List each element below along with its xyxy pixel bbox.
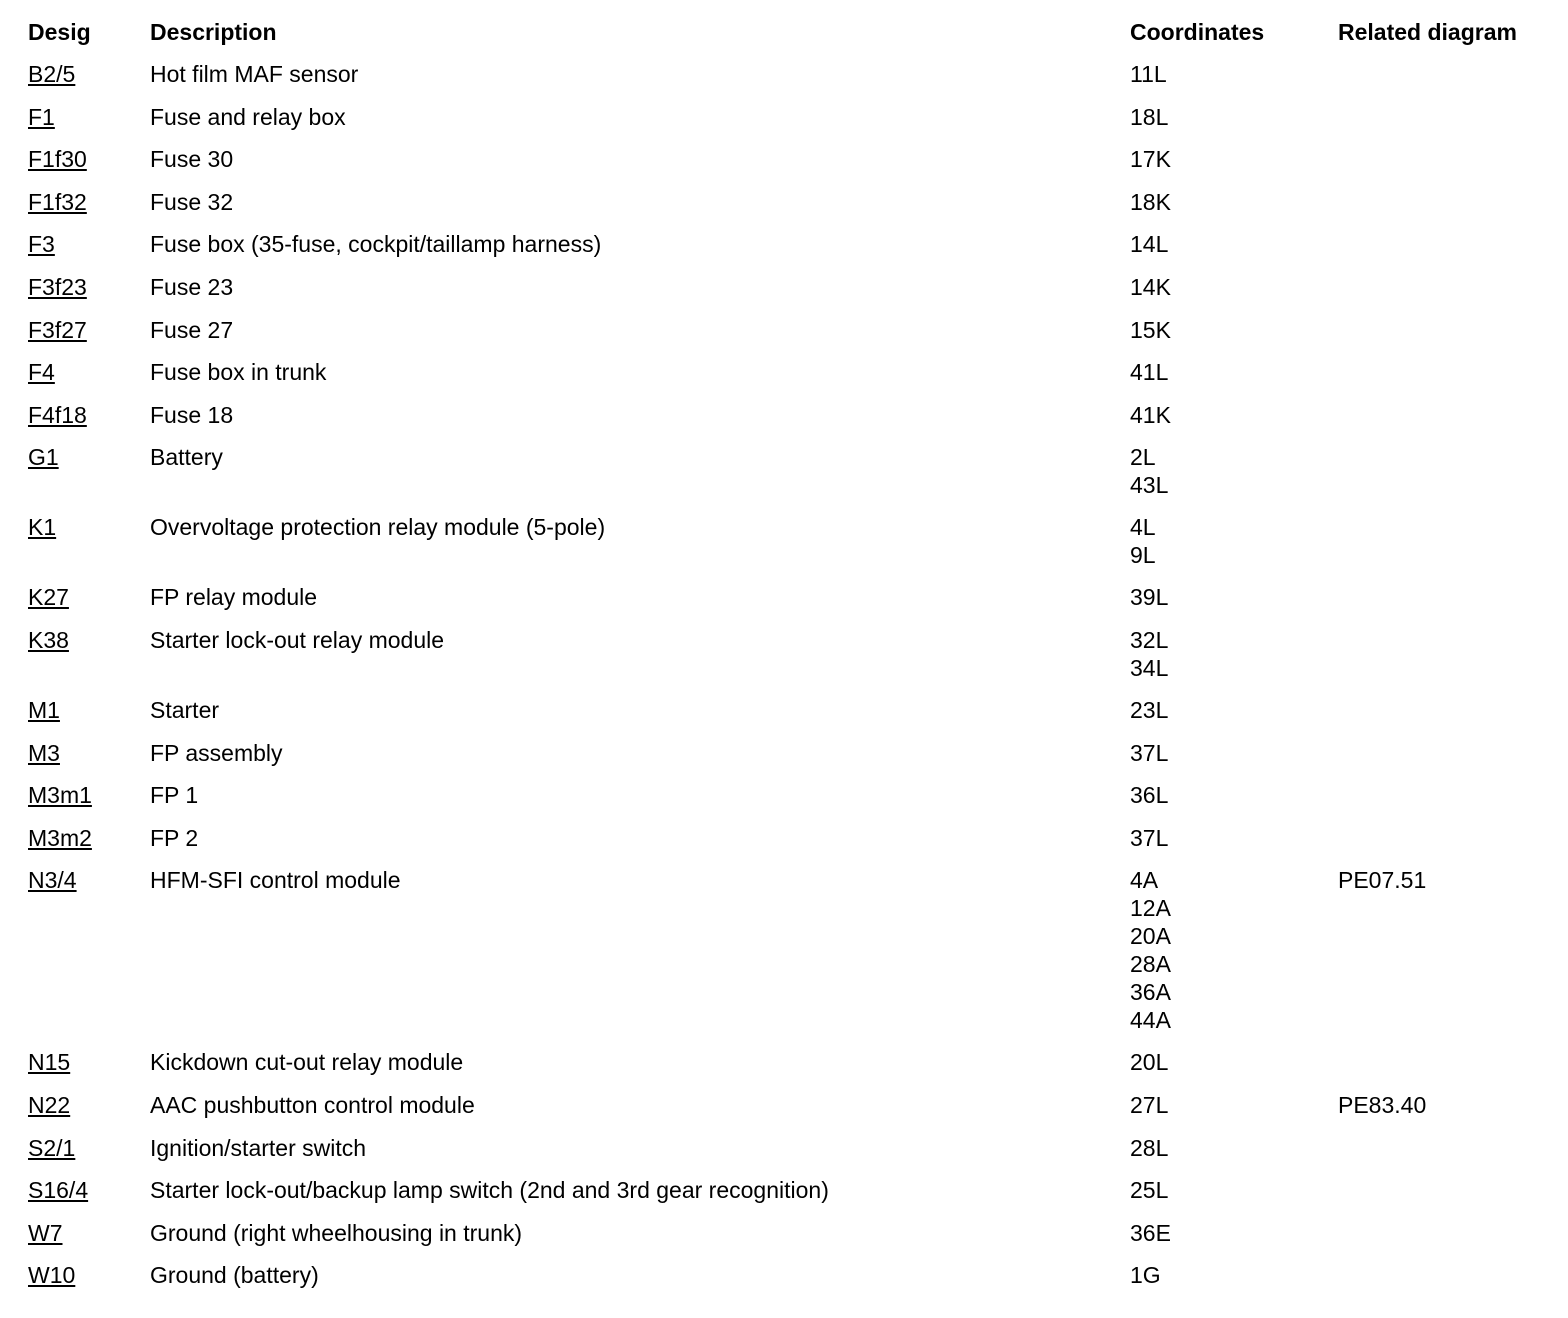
table-row [28, 1091, 1548, 1134]
coordinates-cell [1130, 1091, 1338, 1119]
description-cell: Fuse box in trunk [150, 359, 327, 386]
desig-link[interactable]: G1 [28, 444, 59, 471]
coordinate-value: 23L [1130, 696, 1169, 723]
desig-cell [28, 316, 150, 344]
coordinates-cell [1130, 696, 1338, 724]
desig-link[interactable]: W10 [28, 1262, 76, 1289]
coordinates-cell [1130, 781, 1338, 809]
table-row [28, 513, 1548, 583]
desig-link[interactable]: K1 [28, 514, 57, 541]
related-diagram-cell: PE83.40 [1338, 1091, 1427, 1118]
table-row [28, 583, 1548, 626]
table-body [28, 60, 1548, 1304]
desig-link[interactable]: F1f32 [28, 188, 87, 215]
table-row [28, 824, 1548, 867]
desig-link[interactable]: F1f30 [28, 146, 87, 173]
coordinates-cell [1130, 230, 1338, 258]
description-cell: Ground (right wheelhousing in trunk) [150, 1219, 523, 1246]
desig-link[interactable]: S16/4 [28, 1177, 89, 1204]
coordinate-value: 11L [1130, 61, 1167, 87]
desig-cell [28, 1048, 150, 1076]
desig-link[interactable]: N22 [28, 1091, 71, 1118]
description-cell: Overvoltage protection relay module (5-pole) [150, 514, 606, 541]
coordinate-value: 14L [1130, 231, 1169, 258]
coordinate-value: 1G [1130, 1262, 1161, 1289]
coordinates-cell [1130, 1134, 1338, 1162]
coordinate-value: 28L [1130, 1134, 1169, 1161]
description-cell: Fuse box (35-fuse, cockpit/taillamp harness) [150, 231, 602, 258]
coordinate-value: 44A [1130, 1007, 1171, 1034]
desig-link[interactable]: F3f27 [28, 316, 87, 343]
description-cell: AAC pushbutton control module [150, 1091, 475, 1118]
desig-cell [28, 1134, 150, 1162]
coordinates-cell [1130, 60, 1338, 88]
table-row [28, 443, 1548, 513]
header-related-diagram: Related diagram [1338, 19, 1517, 45]
table-row [28, 1048, 1548, 1091]
desig-cell [28, 626, 150, 654]
desig-link[interactable]: F3f23 [28, 273, 87, 300]
table-row [28, 1176, 1548, 1219]
desig-link[interactable]: W7 [28, 1219, 63, 1246]
description-cell: Fuse and relay box [150, 103, 346, 130]
desig-cell [28, 513, 150, 541]
coordinates-cell [1130, 824, 1338, 852]
description-cell: HFM-SFI control module [150, 867, 401, 894]
coordinate-value: 2L [1130, 444, 1156, 471]
desig-cell [28, 60, 150, 88]
coordinate-value: 15K [1130, 316, 1171, 343]
coordinates-cell [1130, 1048, 1338, 1076]
coordinates-cell [1130, 866, 1338, 1034]
coordinates-cell [1130, 626, 1338, 682]
desig-cell [28, 1176, 150, 1204]
coordinate-value: 27L [1130, 1091, 1169, 1118]
desig-cell [28, 443, 150, 471]
table-row [28, 739, 1548, 782]
description-cell: FP 1 [150, 782, 199, 809]
coordinate-value: 32L [1130, 626, 1169, 653]
table-row [28, 401, 1548, 444]
desig-cell [28, 583, 150, 611]
desig-link[interactable]: N3/4 [28, 867, 77, 894]
coordinates-cell [1130, 358, 1338, 386]
table-row [28, 188, 1548, 231]
description-cell: Kickdown cut-out relay module [150, 1049, 464, 1076]
table-row [28, 103, 1548, 146]
coordinates-cell [1130, 583, 1338, 611]
desig-cell [28, 358, 150, 386]
table-row [28, 781, 1548, 824]
table-row [28, 1261, 1548, 1304]
table-row [28, 145, 1548, 188]
coordinate-value: 4L [1130, 514, 1156, 541]
coordinate-value: 17K [1130, 146, 1171, 173]
coordinate-value: 20L [1130, 1049, 1169, 1076]
description-cell: Hot film MAF sensor [150, 61, 359, 87]
desig-cell [28, 230, 150, 258]
coordinate-value: 36L [1130, 782, 1169, 809]
coordinates-cell [1130, 188, 1338, 216]
coordinates-cell [1130, 1219, 1338, 1247]
coordinate-value: 14K [1130, 273, 1171, 300]
coordinate-value: 28A [1130, 951, 1171, 978]
desig-link[interactable]: B2/5 [28, 61, 76, 87]
description-cell: Fuse 18 [150, 401, 234, 428]
coordinate-value: 20A [1130, 923, 1171, 950]
coordinate-value: 18K [1130, 188, 1171, 215]
coordinates-cell [1130, 1261, 1338, 1289]
desig-cell [28, 739, 150, 767]
description-cell: Ignition/starter switch [150, 1134, 367, 1161]
coordinate-value: 25L [1130, 1177, 1169, 1204]
table-row [28, 273, 1548, 316]
desig-link[interactable]: N15 [28, 1049, 71, 1076]
description-cell: Starter lock-out/backup lamp switch (2nd and 3rd gear recognition) [150, 1177, 829, 1204]
coordinates-cell [1130, 1176, 1338, 1204]
coordinates-cell [1130, 145, 1338, 173]
desig-cell [28, 1219, 150, 1247]
coordinates-cell [1130, 103, 1338, 131]
table-row [28, 316, 1548, 359]
desig-link[interactable]: M3m1 [28, 782, 92, 809]
description-cell: Starter lock-out relay module [150, 626, 445, 653]
description-cell: Fuse 30 [150, 146, 234, 173]
coordinate-value: 36E [1130, 1219, 1171, 1246]
description-cell: Ground (battery) [150, 1262, 319, 1289]
description-cell: Fuse 23 [150, 273, 234, 300]
coordinate-value: 43L [1130, 472, 1169, 499]
coordinate-value: 37L [1130, 824, 1169, 851]
table-header-row [28, 18, 1548, 60]
component-legend-table [28, 18, 1548, 1304]
table-row [28, 866, 1548, 1048]
coordinate-value: 12A [1130, 895, 1171, 922]
desig-link[interactable]: M1 [28, 696, 60, 723]
table-row [28, 626, 1548, 696]
table-row [28, 60, 1548, 103]
desig-link[interactable]: K38 [28, 626, 69, 653]
description-cell: Battery [150, 444, 223, 471]
related-diagram-cell: PE07.51 [1338, 867, 1427, 894]
desig-cell [28, 103, 150, 131]
coordinate-value: 39L [1130, 584, 1169, 611]
coordinate-value: 9L [1130, 542, 1156, 569]
coordinates-cell [1130, 739, 1338, 767]
desig-cell [28, 696, 150, 724]
table-row [28, 230, 1548, 273]
desig-link[interactable]: M3m2 [28, 824, 92, 851]
coordinate-value: 41K [1130, 401, 1171, 428]
desig-cell [28, 1091, 150, 1119]
coordinate-value: 4A [1130, 867, 1159, 894]
desig-cell [28, 188, 150, 216]
description-cell: Fuse 32 [150, 188, 234, 215]
coordinates-cell [1130, 443, 1338, 499]
desig-cell [28, 866, 150, 894]
desig-link[interactable]: F1 [28, 103, 55, 130]
coordinate-value: 37L [1130, 739, 1169, 766]
table-row [28, 1219, 1548, 1262]
description-cell: Fuse 27 [150, 316, 234, 343]
table-row [28, 358, 1548, 401]
desig-link[interactable]: K27 [28, 584, 69, 611]
desig-cell [28, 401, 150, 429]
description-cell: FP 2 [150, 824, 199, 851]
coordinate-value: 34L [1130, 654, 1169, 681]
coordinates-cell [1130, 316, 1338, 344]
coordinate-value: 18L [1130, 103, 1169, 130]
desig-cell [28, 781, 150, 809]
desig-link[interactable]: F4 [28, 359, 55, 386]
coordinates-cell [1130, 273, 1338, 301]
desig-cell [28, 145, 150, 173]
header-description: Description [150, 19, 277, 45]
desig-link[interactable]: M3 [28, 739, 60, 766]
header-coordinates: Coordinates [1130, 19, 1265, 45]
description-cell: Starter [150, 696, 220, 723]
desig-cell [28, 273, 150, 301]
coordinates-cell [1130, 513, 1338, 569]
coordinates-cell [1130, 401, 1338, 429]
desig-cell [28, 1261, 150, 1289]
desig-link[interactable]: F3 [28, 231, 55, 258]
desig-cell [28, 824, 150, 852]
description-cell: FP relay module [150, 584, 318, 611]
description-cell: FP assembly [150, 739, 283, 766]
table-row [28, 1134, 1548, 1177]
table-row [28, 696, 1548, 739]
coordinate-value: 36A [1130, 979, 1171, 1006]
desig-link[interactable]: S2/1 [28, 1134, 76, 1161]
desig-link[interactable]: F4f18 [28, 401, 87, 428]
header-desig: Desig [28, 19, 91, 45]
coordinate-value: 41L [1130, 359, 1169, 386]
